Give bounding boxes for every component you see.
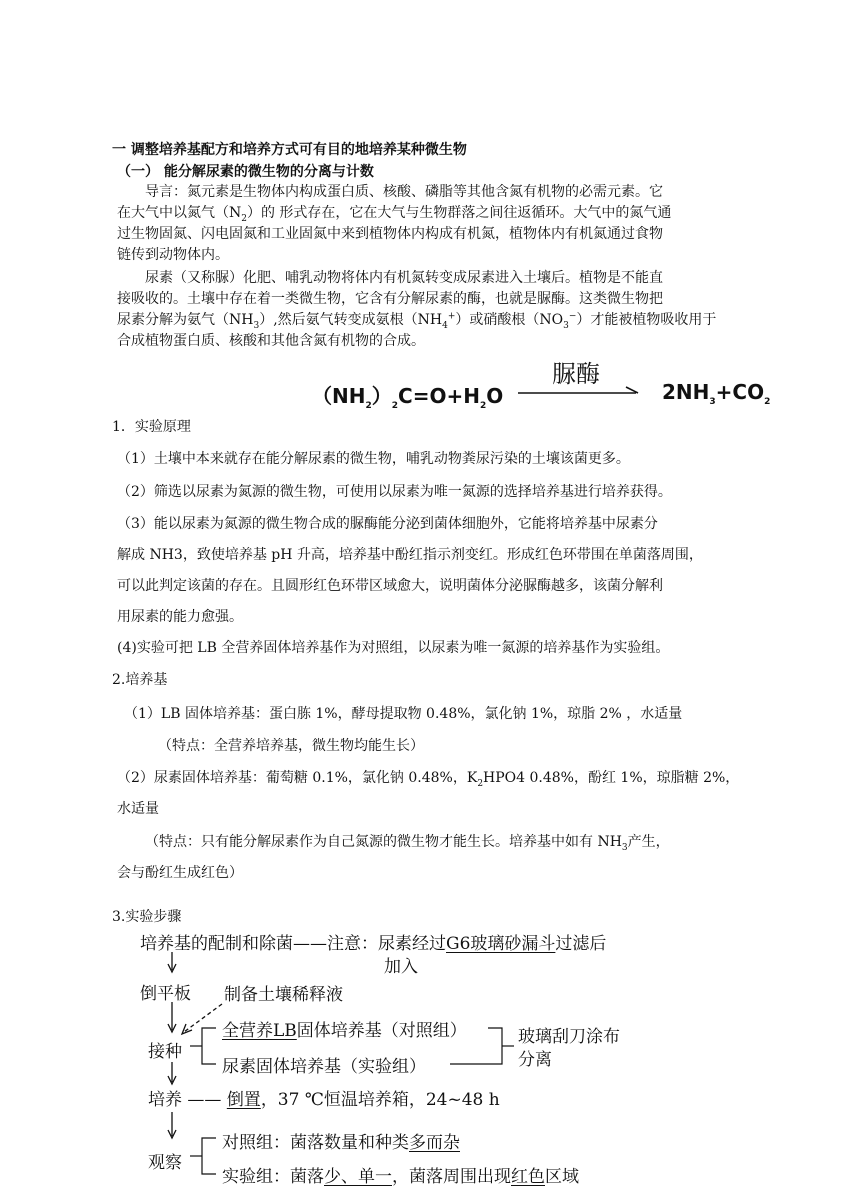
intro-p2-line2: 接吸收的。土壤中存在着一类微生物，它含有分解尿素的酶，也就是脲酶。这类微生物把 (117, 291, 663, 307)
medium-item-2-note: （特点：只有能分解尿素作为自己氮源的微生物才能生长。培养基中如有 $NH_3$产生， (145, 834, 670, 853)
section-title: 一 调整培养基配方和培养方式可有目的地培养某种微生物 (112, 142, 467, 158)
intro-p1-line3: 过生物固氮、闪电固氮和工业固氮中来到植物体内构成有机氮，植物体内有机氮通过食物 (117, 226, 663, 242)
principle-item-1: （1）土壤中本来就存在能分解尿素的微生物，哺乳动物粪尿污染的土壤该菌更多。 (117, 451, 630, 467)
intro-p1-line4: 链传到动物体内。 (117, 247, 229, 263)
principle-item-3-line2: 解成 NH3，致使培养基 pH 升高，培养基中酚红指示剂变红。形成红色环带围在单菌落周围， (117, 547, 703, 563)
principle-item-2: （2）筛选以尿素为氮源的微生物，可使用以尿素为唯一氮源的选择培养基进行培养获得。 (117, 484, 672, 500)
step-5-control: 对照组：菌落数量和种类多而杂 (222, 1133, 460, 1153)
intro-p1-line1: 导言：氮元素是生物体内构成蛋白质、核酸、磷脂等其他含氮有机物的必需元素。它 (145, 184, 663, 200)
principle-item-3-line3: 可以此判定该菌的存在。且圆形红色环带区域愈大，说明菌体分泌脲酶越多，该菌分解利 (117, 578, 663, 594)
medium-item-1: （1）LB 固体培养基：蛋白胨 1%，酵母提取物 0.48%，氯化钠 1%，琼脂 2% ，水适量 (124, 706, 683, 722)
equation-right: $2NH_3+CO_2$ (662, 380, 771, 407)
medium-item-1-note: （特点：全营养培养基，微生物均能生长） (158, 738, 424, 754)
principle-item-3-line1: （3）能以尿素为氮源的微生物合成的脲酶能分泌到菌体细胞外，它能将培养基中尿素分 (117, 516, 658, 532)
intro-p2-line4: 合成植物蛋白质、核酸和其他含氮有机物的合成。 (117, 333, 425, 349)
step-3: 接种 (148, 1042, 182, 1062)
intro-p1-line2: 在大气中以氮气$(N_2)$的 形式存在，它在大气与生物群落之间往返循环。大气中的氮气通 (117, 205, 672, 224)
principle-heading: 1．实验原理 (112, 419, 191, 435)
intro-p2-line3: 尿素分解为氨气$(NH_3)$,然后氨气转变成氨根$(NH_4^+)$或硝酸根$(NO_3^-)$才能被植物吸收用于 (117, 311, 717, 331)
step-3-method-line1: 玻璃刮刀涂布 (518, 1027, 620, 1047)
medium-heading: 2.培养基 (112, 672, 168, 688)
step-3-experiment: 尿素固体培养基（实验组） (222, 1057, 426, 1077)
step-2-side-note: 制备土壤稀释液 (224, 985, 343, 1005)
step-2: 倒平板 (140, 984, 191, 1004)
principle-item-4: (4)实验可把 LB 全营养固体培养基作为对照组，以尿素为唯一氮源的培养基作为实验组。 (117, 640, 670, 656)
medium-item-2: （2）尿素固体培养基：葡萄糖 0.1%，氯化钠 0.48%，$K_2HPO4$ 0.48%，酚红 1%，琼脂糖 2%， (117, 770, 740, 789)
step-1-continued: 加入 (384, 957, 418, 977)
step-3-method-line2: 分离 (518, 1050, 552, 1070)
intro-p2-line1: 尿素（又称脲）化肥、哺乳动物将体内有机氮转变成尿素进入土壤后。植物是不能直 (145, 270, 663, 286)
reaction-arrow-icon (518, 385, 640, 401)
medium-item-2-note-line2: 会与酚红生成红色） (117, 865, 243, 881)
steps-heading: 3.实验步骤 (112, 909, 182, 925)
medium-item-2-line2: 水适量 (117, 801, 159, 817)
equation-left: $(NH_2)_2C=O+H_2O$ (312, 384, 504, 411)
step-5: 观察 (148, 1153, 182, 1173)
step-4: 培养 —— 倒置，37 ℃恒温培养箱，24~48 h (148, 1090, 500, 1110)
subsection-title: （一） 能分解尿素的微生物的分离与计数 (117, 164, 374, 180)
equation-enzyme-label: 脲酶 (552, 360, 600, 388)
step-5-experiment: 实验组：菌落少、单一，菌落周围出现红色区域 (222, 1167, 579, 1187)
step-3-control: 全营养LB固体培养基（对照组） (222, 1021, 467, 1041)
principle-item-3-line4: 用尿素的能力愈强。 (117, 609, 243, 625)
step-1: 培养基的配制和除菌——注意：尿素经过G6玻璃砂漏斗过滤后 (140, 934, 607, 954)
